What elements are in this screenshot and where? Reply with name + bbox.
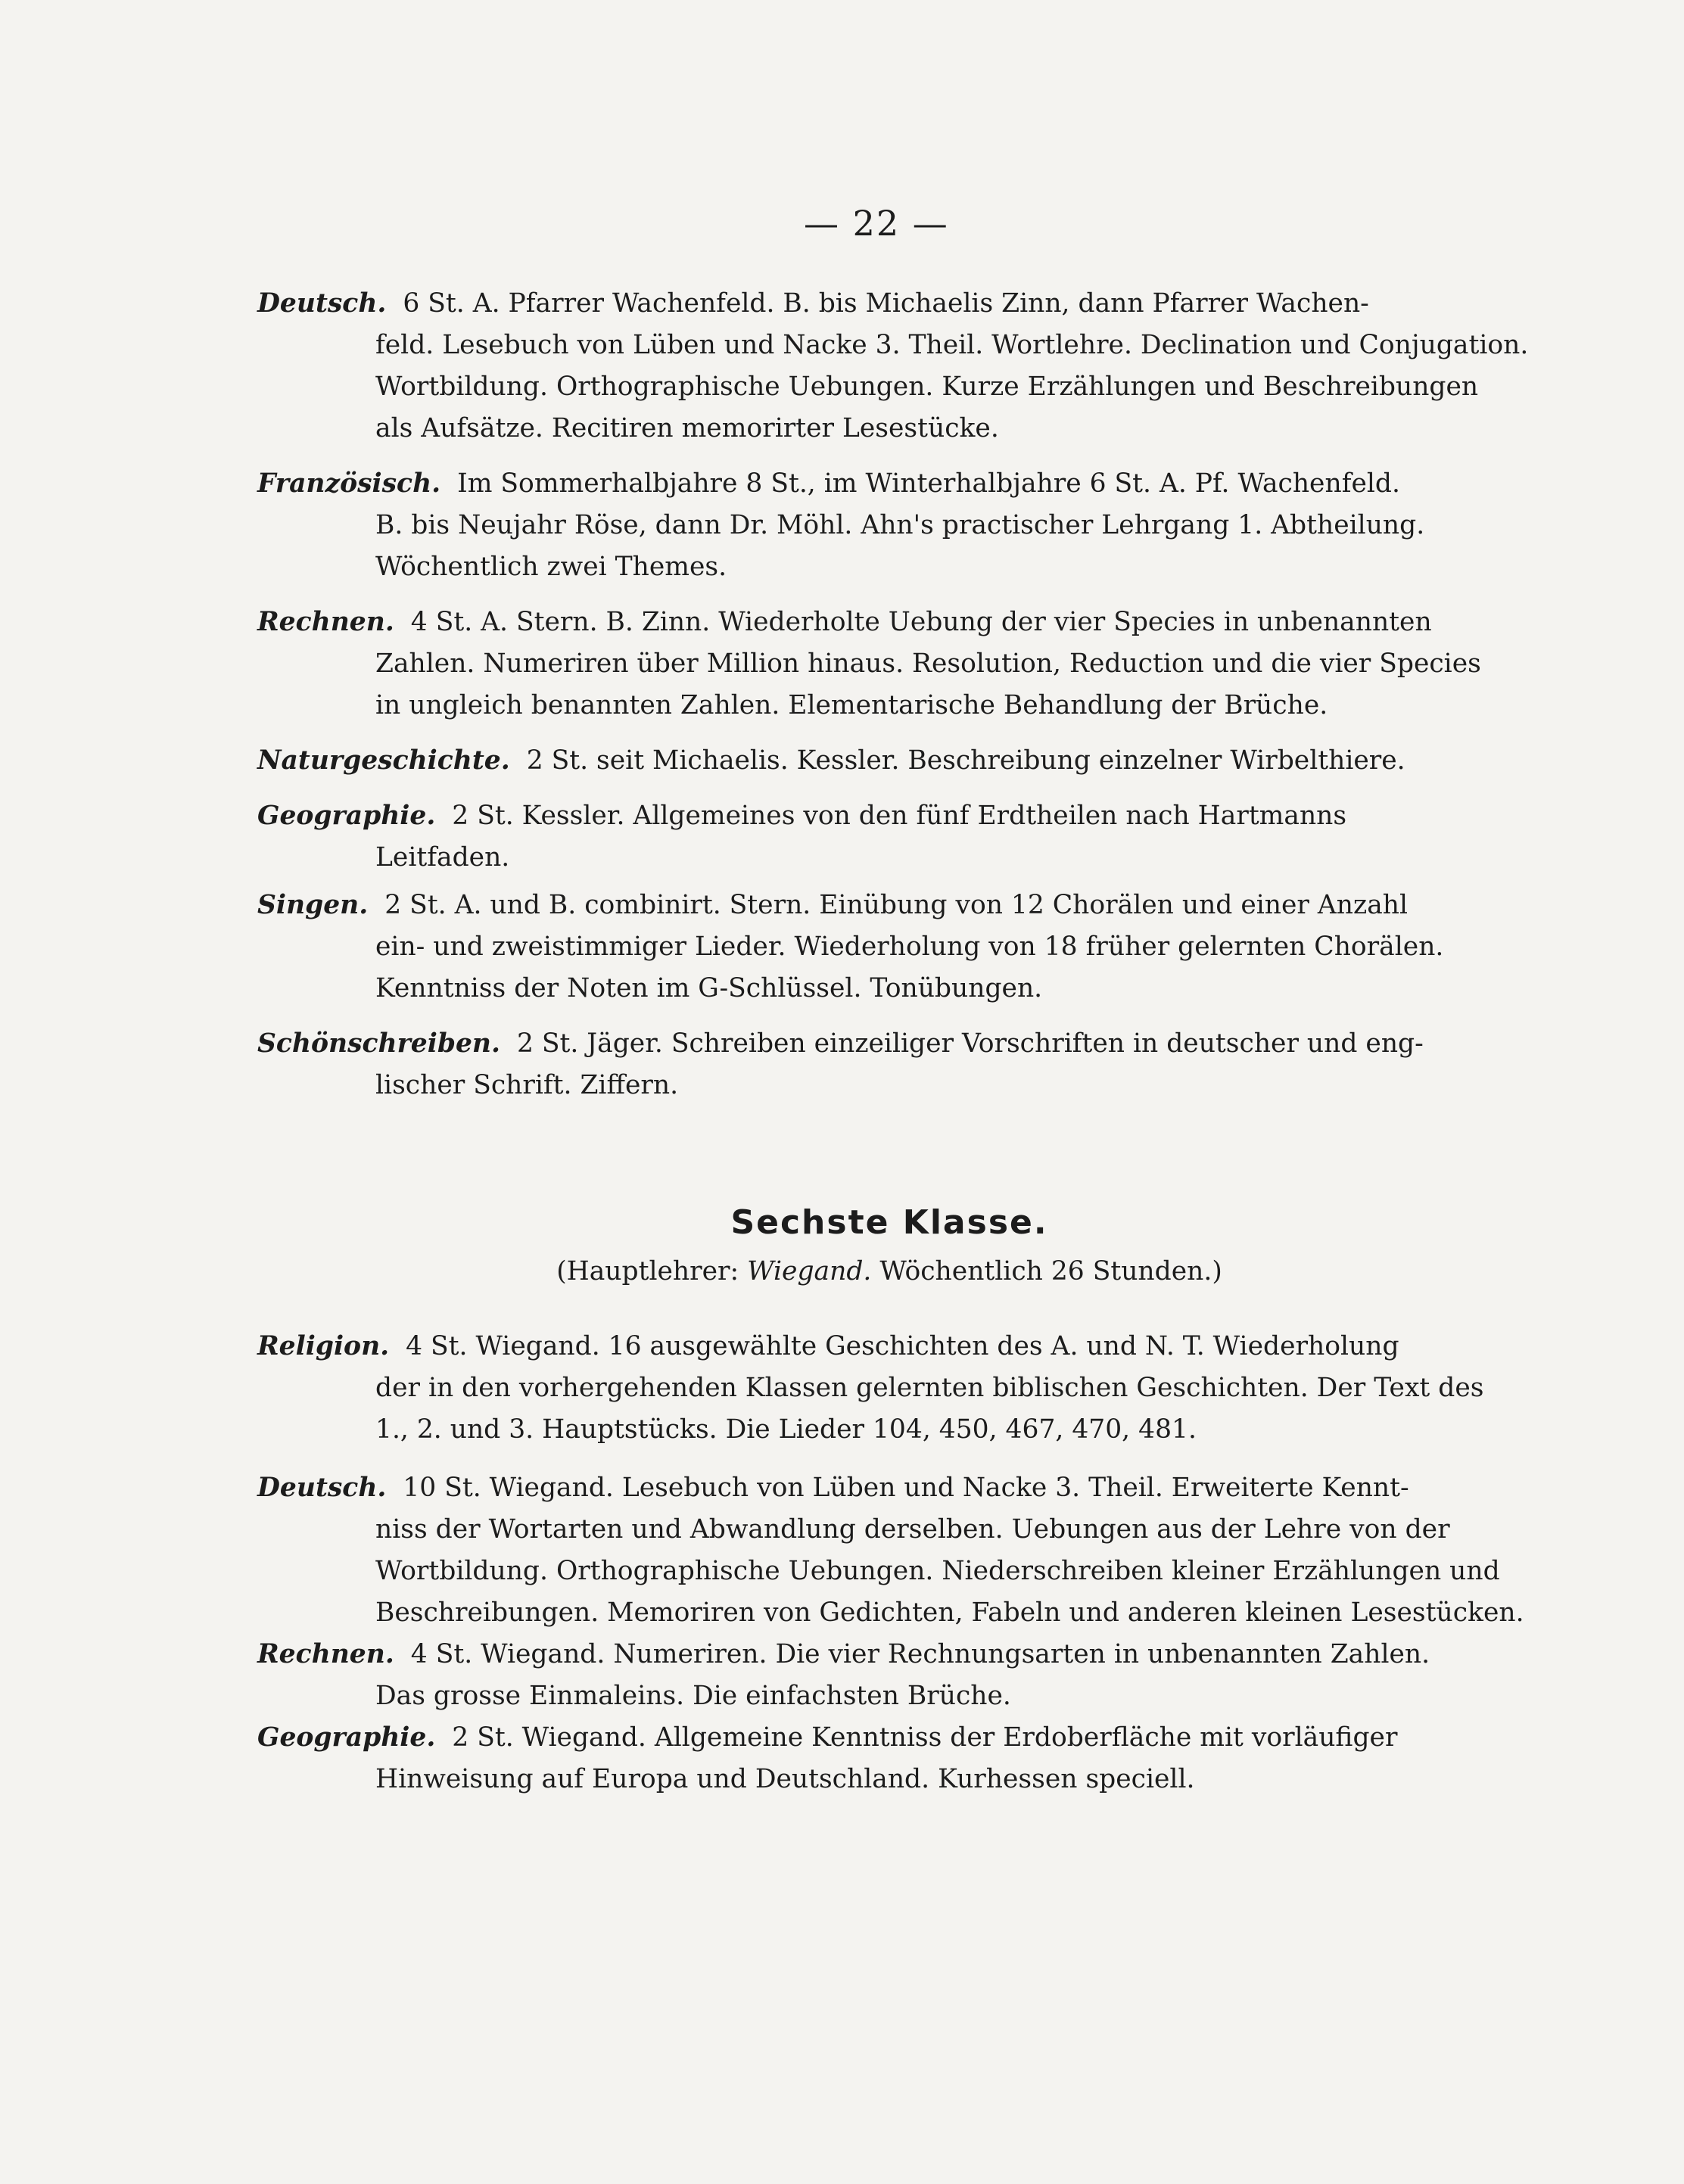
subject-entry-singen bbox=[257, 885, 1521, 1010]
entry-line: B. bis Neujahr Röse, dann Dr. Möhl. Ahn's practischer Lehrgang 1. Abtheilung. bbox=[375, 510, 1425, 540]
subject-label: Geographie. bbox=[257, 801, 436, 831]
entry-line: 4 St. Wiegand. Numeriren. Die vier Rechnungsarten in unbenannten Zahlen. bbox=[410, 1639, 1430, 1669]
subject-label: Deutsch. bbox=[257, 288, 387, 319]
entry-line: 10 St. Wiegand. Lesebuch von Lüben und Nacke 3. Theil. Erweiterte Kennt- bbox=[403, 1473, 1409, 1503]
subject-entry-geographie-6 bbox=[257, 1717, 1521, 1800]
subtitle-prefix: (Hauptlehrer: bbox=[556, 1256, 739, 1286]
subject-label: Rechnen. bbox=[257, 607, 394, 637]
entry-line: Wöchentlich zwei Themes. bbox=[375, 552, 727, 582]
section-subtitle bbox=[257, 1256, 1521, 1286]
subject-label: Singen. bbox=[257, 890, 369, 920]
subject-entry-franzoesisch bbox=[257, 463, 1521, 588]
entry-line: Im Sommerhalbjahre 8 St., im Winterhalbjahre 6 St. A. Pf. Wachenfeld. bbox=[457, 468, 1400, 499]
entry-line: 2 St. Jäger. Schreiben einzeiliger Vorschriften in deutscher und eng- bbox=[516, 1028, 1424, 1059]
entry-line: feld. Lesebuch von Lüben und Nacke 3. Theil. Wortlehre. Declination und Conjugation. bbox=[375, 330, 1529, 360]
entry-line: niss der Wortarten und Abwandlung derselben. Uebungen aus der Lehre von der bbox=[375, 1514, 1450, 1545]
entry-line: lischer Schrift. Ziffern. bbox=[375, 1070, 679, 1100]
subject-entry-naturgeschichte bbox=[257, 740, 1521, 782]
entry-line: Leitfaden. bbox=[375, 842, 510, 873]
subject-entry-schoenschreiben bbox=[257, 1023, 1521, 1106]
entry-line: 4 St. A. Stern. B. Zinn. Wiederholte Uebung der vier Species in unbenannten bbox=[410, 607, 1432, 637]
page-number: — 22 — bbox=[804, 203, 949, 244]
subject-entry-geographie bbox=[257, 795, 1521, 879]
subject-entry-rechnen-6 bbox=[257, 1634, 1521, 1717]
subject-label: Französisch. bbox=[257, 468, 441, 499]
entry-line: der in den vorhergehenden Klassen gelernten biblischen Geschichten. Der Text des bbox=[375, 1373, 1484, 1403]
entry-line: Beschreibungen. Memoriren von Gedichten, Fabeln und anderen kleinen Lesestücken. bbox=[375, 1598, 1524, 1628]
head-teacher-name: Wiegand. bbox=[747, 1256, 872, 1286]
entry-line: als Aufsätze. Recitiren memorirter Lesestücke. bbox=[375, 413, 999, 443]
subject-label: Religion. bbox=[257, 1331, 390, 1361]
subject-label: Rechnen. bbox=[257, 1639, 394, 1669]
entry-line: 2 St. Wiegand. Allgemeine Kenntniss der Erdoberfläche mit vorläufiger bbox=[452, 1722, 1398, 1753]
entry-line: 2 St. seit Michaelis. Kessler. Beschreibung einzelner Wirbelthiere. bbox=[526, 745, 1405, 776]
entry-line: 1., 2. und 3. Hauptstücks. Die Lieder 104, 450, 467, 470, 481. bbox=[375, 1414, 1197, 1445]
entry-line: Wortbildung. Orthographische Uebungen. Kurze Erzählungen und Beschreibungen bbox=[375, 372, 1479, 402]
subject-label: Naturgeschichte. bbox=[257, 745, 510, 776]
entry-line: Zahlen. Numeriren über Million hinaus. Resolution, Reduction und die vier Species bbox=[375, 649, 1481, 679]
entry-line: 2 St. Kessler. Allgemeines von den fünf Erdtheilen nach Hartmanns bbox=[452, 801, 1347, 831]
entry-line: 6 St. A. Pfarrer Wachenfeld. B. bis Michaelis Zinn, dann Pfarrer Wachen- bbox=[403, 288, 1369, 319]
entry-line: Wortbildung. Orthographische Uebungen. Niederschreiben kleiner Erzählungen und bbox=[375, 1556, 1500, 1586]
subtitle-hours: Wöchentlich 26 Stunden.) bbox=[879, 1256, 1222, 1286]
subject-entry-deutsch-6 bbox=[257, 1467, 1524, 1634]
subject-label: Geographie. bbox=[257, 1722, 436, 1753]
upper-subject-list bbox=[257, 283, 1529, 1106]
subject-label: Schönschreiben. bbox=[257, 1028, 501, 1059]
subject-entry-rechnen bbox=[257, 602, 1521, 726]
entry-line: Hinweisung auf Europa und Deutschland. Kurhessen speciell. bbox=[375, 1764, 1195, 1794]
subject-entry-religion bbox=[257, 1326, 1521, 1451]
subject-label: Deutsch. bbox=[257, 1473, 387, 1503]
entry-line: in ungleich benannten Zahlen. Elementarische Behandlung der Brüche. bbox=[375, 690, 1328, 720]
entry-line: Das grosse Einmaleins. Die einfachsten Brüche. bbox=[375, 1681, 1011, 1711]
lower-subject-list bbox=[257, 1326, 1524, 1800]
entry-line: 4 St. Wiegand. 16 ausgewählte Geschichten des A. und N. T. Wiederholung bbox=[406, 1331, 1399, 1361]
section-title: Sechste Klasse. bbox=[730, 1203, 1048, 1242]
entry-line: Kenntniss der Noten im G-Schlüssel. Tonübungen. bbox=[375, 973, 1043, 1003]
entry-line: 2 St. A. und B. combinirt. Stern. Einübung von 12 Chorälen und einer Anzahl bbox=[384, 890, 1409, 920]
subject-entry-deutsch bbox=[257, 283, 1529, 450]
entry-line: ein- und zweistimmiger Lieder. Wiederholung von 18 früher gelernten Chorälen. bbox=[375, 932, 1444, 962]
